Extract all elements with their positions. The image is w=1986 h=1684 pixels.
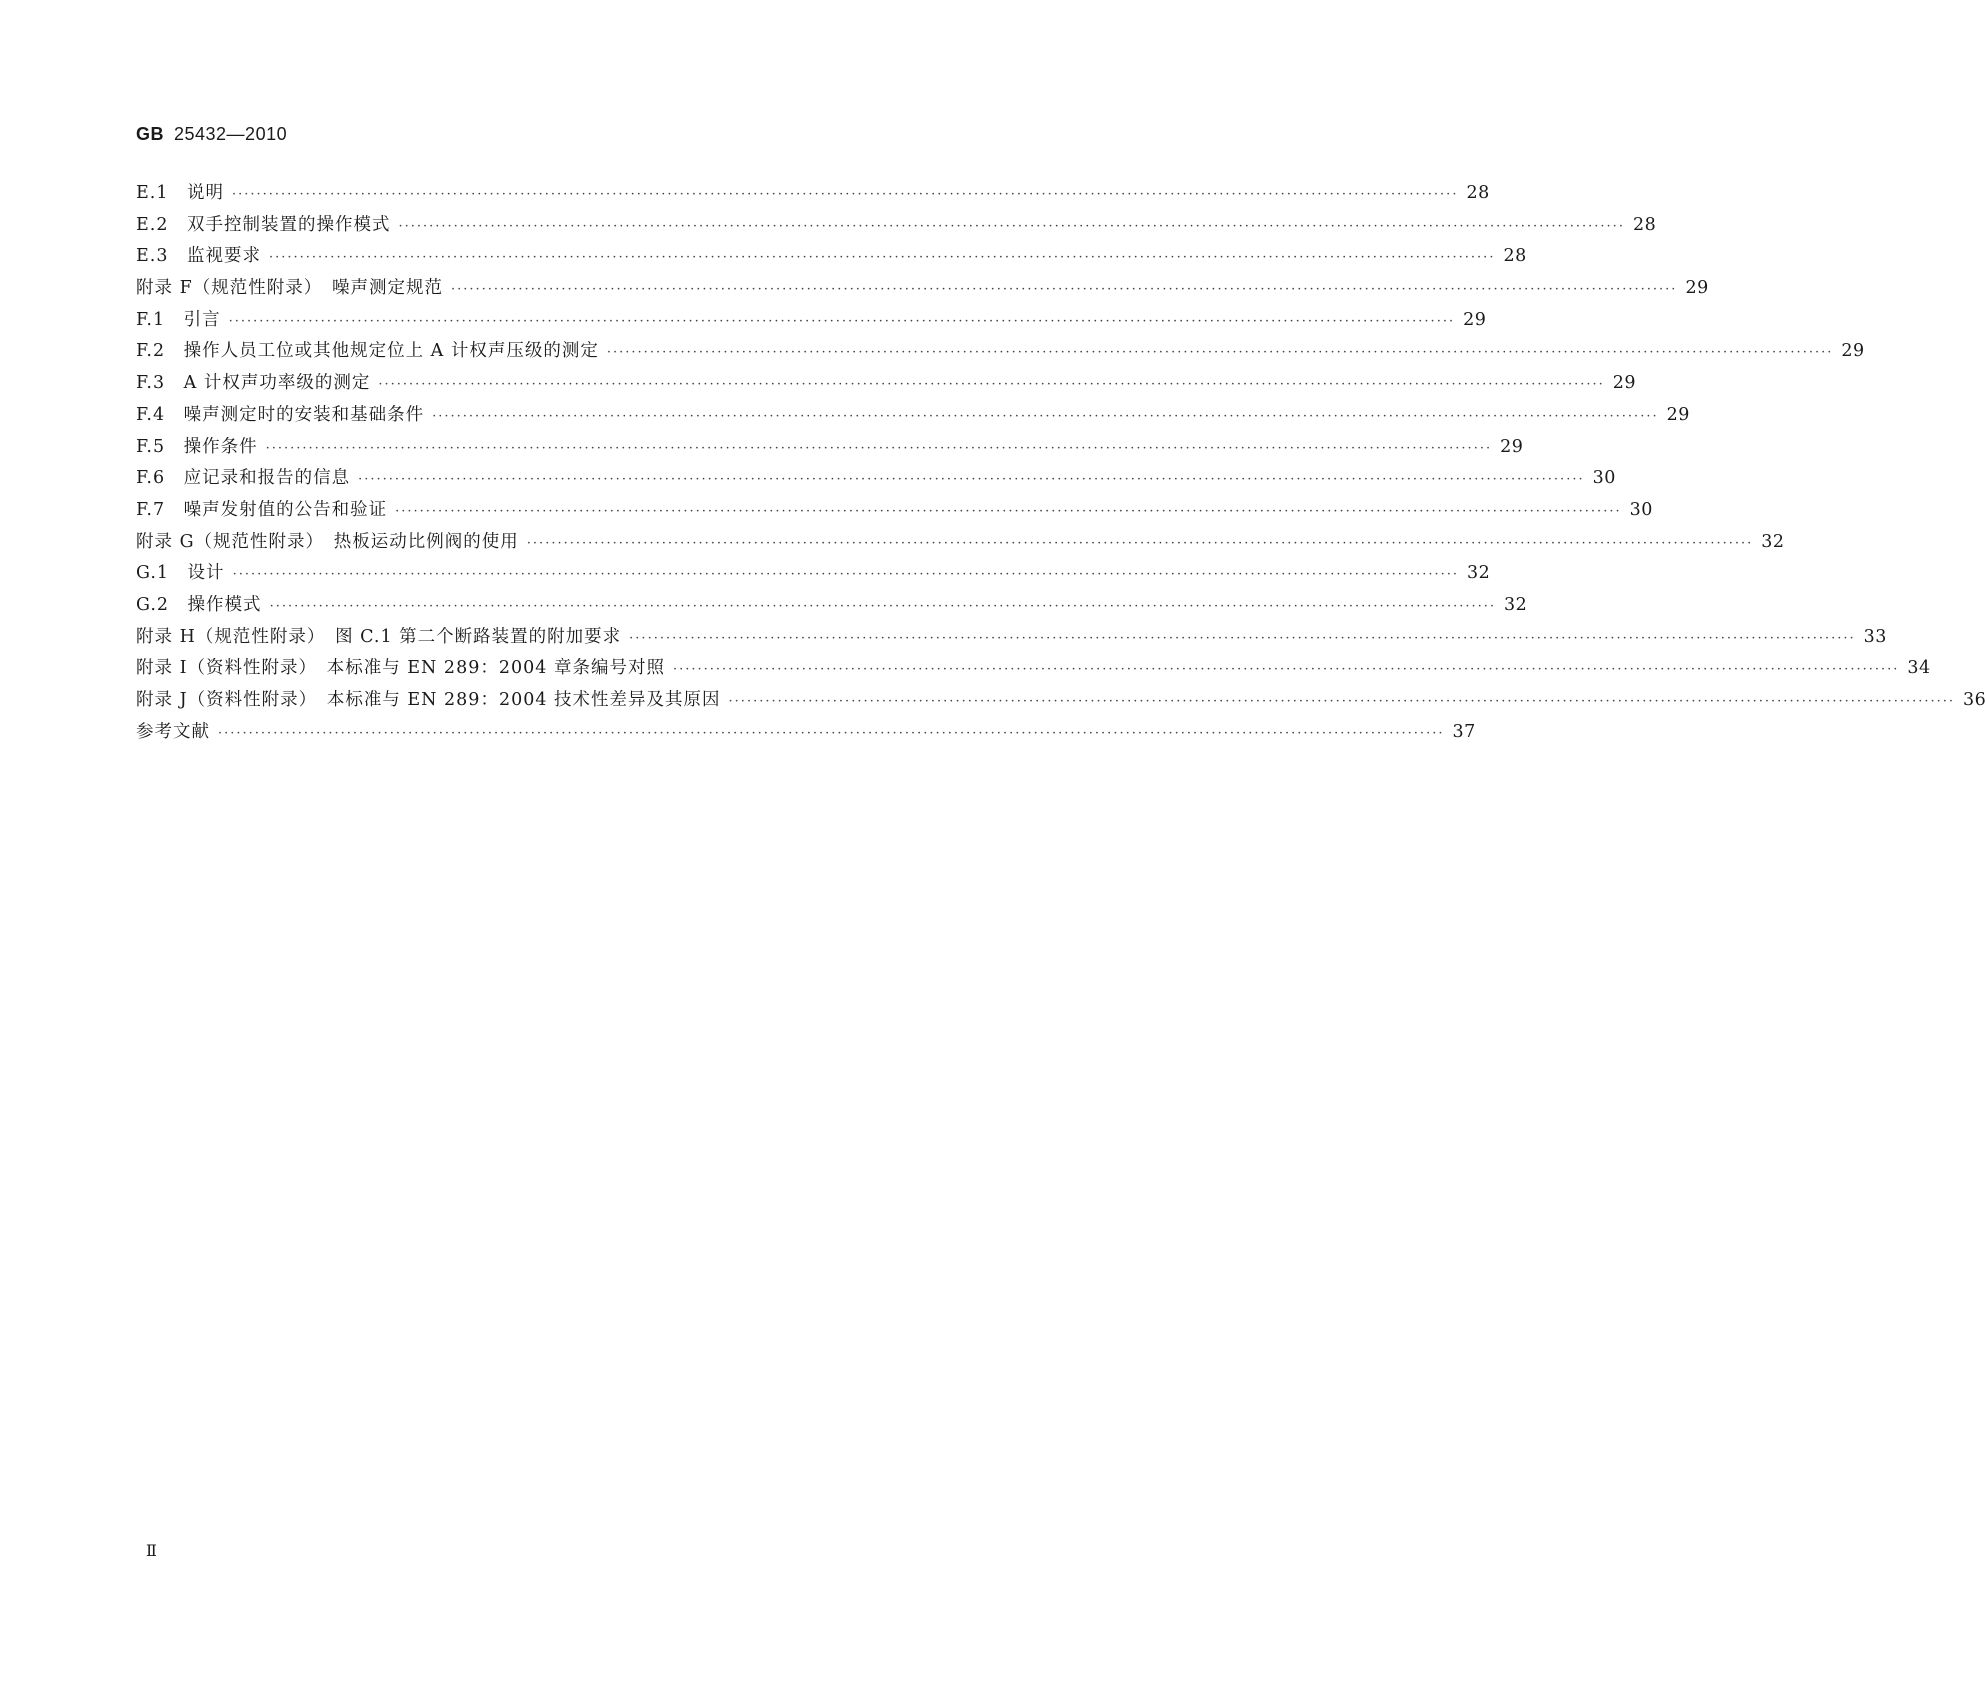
- toc-entry-label: 附录 H（规范性附录） 图 C.1 第二个断路装置的附加要求: [136, 626, 622, 647]
- toc-entry[interactable]: [136, 241, 1527, 273]
- toc-entry-label: G.2 操作模式: [136, 594, 262, 615]
- toc-dot-leader: ········································································································································································································: [606, 345, 1834, 361]
- toc-entry-label: 参考文献: [136, 721, 210, 742]
- toc-dot-leader: ········································································································································································································: [268, 250, 1496, 266]
- toc-entry-label: 附录 G（规范性附录） 热板运动比例阀的使用: [136, 531, 519, 552]
- toc-entry-page: 32: [1761, 531, 1785, 552]
- document-header: [136, 124, 287, 145]
- toc-entry-page: 29: [1463, 309, 1487, 330]
- toc-entry-page: 29: [1500, 436, 1524, 457]
- toc-dot-leader: ········································································································································································································: [728, 694, 1956, 709]
- toc-dot-leader: ········································································································································································································: [398, 218, 1625, 234]
- toc-entry-label: F.5 操作条件: [136, 436, 258, 457]
- toc-dot-leader: ········································································································································································································: [395, 503, 1622, 519]
- toc-entry-label: 附录 F（规范性附录） 噪声测定规范: [136, 278, 443, 299]
- toc-entry-label: F.1 引言: [136, 309, 221, 330]
- toc-entry-page: 30: [1629, 499, 1653, 520]
- toc-entry-page: 36: [1963, 690, 1986, 710]
- toc-dot-leader: ········································································································································································································: [218, 725, 1445, 741]
- toc-entry-page: 34: [1907, 658, 1931, 679]
- toc-entry[interactable]: [136, 622, 1887, 654]
- toc-entry[interactable]: [136, 432, 1524, 464]
- toc-entry[interactable]: [136, 273, 1709, 305]
- standard-code: GB: [136, 124, 164, 144]
- toc-entry[interactable]: [136, 463, 1616, 495]
- page-number: Ⅱ: [146, 1541, 157, 1560]
- toc-entry-label: 附录 I（资料性附录） 本标准与 EN 289：2004 章条编号对照: [136, 658, 665, 679]
- table-of-contents: [136, 178, 1986, 748]
- toc-entry-page: 28: [1466, 183, 1490, 203]
- toc-entry[interactable]: [136, 685, 1986, 717]
- toc-entry-label: F.2 操作人员工位或其他规定位上 A 计权声压级的测定: [136, 341, 599, 362]
- toc-entry-page: 37: [1452, 721, 1476, 742]
- toc-entry-page: 30: [1592, 468, 1616, 489]
- toc-entry[interactable]: [136, 400, 1690, 432]
- toc-entry[interactable]: [136, 336, 1865, 368]
- toc-dot-leader: ········································································································································································································: [450, 282, 1678, 298]
- toc-entry-label: F.3 A 计权声功率级的测定: [136, 373, 371, 394]
- toc-entry-page: 32: [1504, 594, 1528, 615]
- toc-entry-label: F.6 应记录和报告的信息: [136, 468, 351, 489]
- toc-dot-leader: ········································································································································································································: [231, 187, 1459, 202]
- toc-entry-page: 29: [1612, 373, 1637, 394]
- toc-entry[interactable]: [136, 558, 1491, 590]
- toc-dot-leader: ········································································································································································································: [672, 662, 1900, 678]
- toc-entry[interactable]: [136, 590, 1528, 622]
- toc-entry-page: 28: [1632, 214, 1657, 235]
- toc-entry[interactable]: [136, 305, 1487, 337]
- toc-entry[interactable]: [136, 178, 1490, 210]
- toc-entry-label: 附录 J（资料性附录） 本标准与 EN 289：2004 技术性差异及其原因: [136, 690, 721, 710]
- toc-dot-leader: ········································································································································································································: [629, 630, 1856, 646]
- toc-entry[interactable]: [136, 210, 1657, 242]
- standard-number: 25432—2010: [174, 124, 288, 144]
- toc-entry[interactable]: [136, 495, 1653, 527]
- toc-entry[interactable]: [136, 527, 1785, 559]
- toc-entry-page: 32: [1467, 563, 1491, 584]
- toc-entry-page: 33: [1863, 626, 1887, 647]
- toc-entry[interactable]: [136, 717, 1476, 749]
- toc-entry-label: E.2 双手控制装置的操作模式: [136, 214, 391, 235]
- toc-dot-leader: ········································································································································································································: [232, 567, 1460, 583]
- toc-entry-page: 29: [1666, 404, 1690, 425]
- toc-dot-leader: ········································································································································································································: [378, 377, 1605, 393]
- toc-dot-leader: ········································································································································································································: [265, 440, 1493, 456]
- toc-entry-page: 29: [1685, 278, 1709, 299]
- toc-entry-label: E.3 监视要求: [136, 246, 261, 267]
- toc-dot-leader: ········································································································································································································: [228, 313, 1456, 329]
- toc-dot-leader: ········································································································································································································: [269, 598, 1497, 614]
- toc-entry[interactable]: [136, 653, 1931, 685]
- toc-entry-label: F.4 噪声测定时的安装和基础条件: [136, 404, 425, 425]
- toc-entry-label: G.1 设计: [136, 563, 225, 584]
- toc-dot-leader: ········································································································································································································: [526, 535, 1754, 551]
- toc-dot-leader: ········································································································································································································: [358, 472, 1585, 488]
- toc-entry-page: 28: [1503, 246, 1527, 267]
- toc-entry[interactable]: [136, 368, 1637, 400]
- toc-entry-label: E.1 说明: [136, 183, 224, 203]
- toc-entry-page: 29: [1841, 341, 1865, 362]
- toc-dot-leader: ········································································································································································································: [432, 408, 1659, 424]
- toc-entry-label: F.7 噪声发射值的公告和验证: [136, 499, 388, 520]
